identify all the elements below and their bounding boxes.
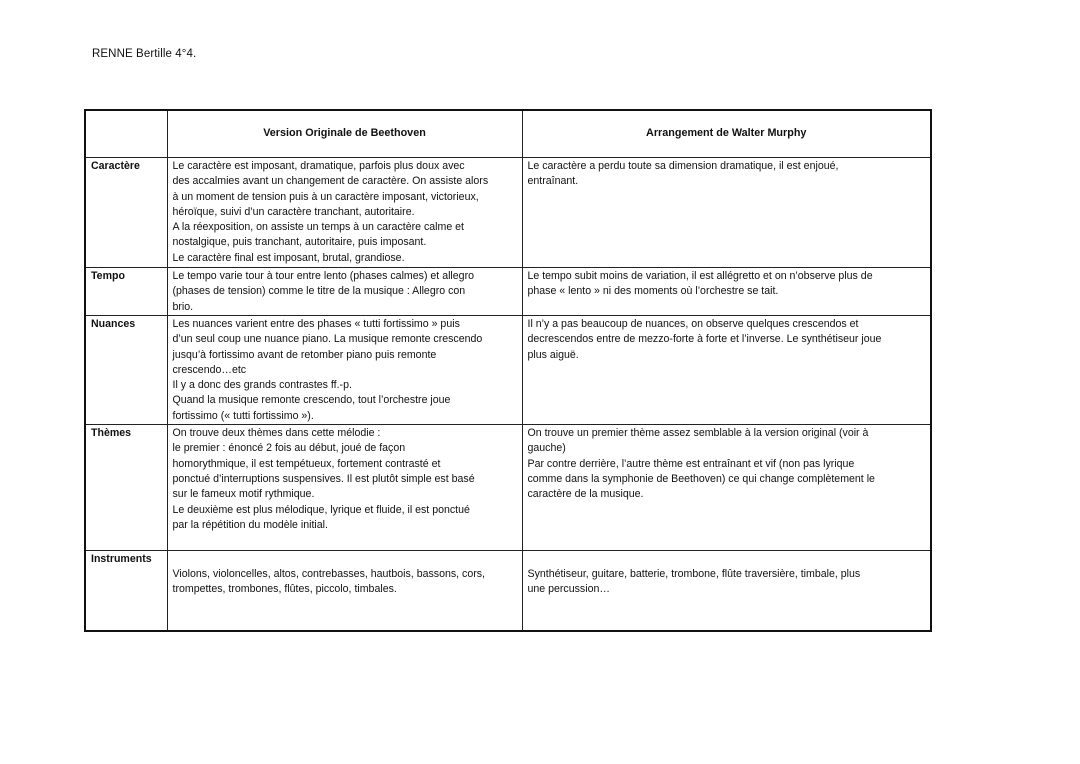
- text-line: Violons, violoncelles, altos, contrebasses, hautbois, bassons, cors,: [172, 568, 485, 581]
- text-line: brio.: [172, 300, 194, 313]
- text-line: ponctué d’interruptions suspensives. Il est plutôt simple est basé: [172, 472, 475, 485]
- header-murphy: Arrangement de Walter Murphy: [522, 110, 931, 158]
- text-line: comme dans la symphonie de Beethoven) ce qui change complètement le: [527, 472, 875, 485]
- text-line: le premier : énoncé 2 fois au début, joué de façon: [172, 442, 406, 455]
- cell-murphy-tempo: [522, 268, 931, 316]
- text-line: On trouve deux thèmes dans cette mélodie :: [172, 427, 381, 440]
- header-empty-cell: [85, 110, 167, 158]
- table-row: [85, 551, 931, 632]
- cell-beethoven-tempo: [167, 268, 522, 316]
- row-label-caractere: Caractère: [85, 158, 167, 268]
- text-line: par la répétition du modèle initial.: [172, 518, 328, 531]
- text-line: une percussion…: [527, 583, 610, 596]
- text-line: plus aiguë.: [527, 348, 579, 361]
- text-line: Le tempo subit moins de variation, il est allégretto et on n’observe plus de: [527, 270, 873, 282]
- text-line: decrescendos entre de mezzo-forte à forte et l’inverse. Le synthétiseur joue: [527, 333, 882, 346]
- text-line: Le caractère est imposant, dramatique, parfois plus doux avec: [172, 160, 465, 172]
- text-line: sur le fameux motif rythmique.: [172, 488, 315, 501]
- table-header-row: [85, 110, 931, 158]
- author-line: RENNE Bertille 4°4.: [92, 48, 197, 60]
- text-line: Il y a donc des grands contrastes ff.-p.: [172, 379, 352, 392]
- text-line: (phases de tension) comme le titre de la musique : Allegro con: [172, 285, 466, 298]
- text-line: héroïque, suivi d’un caractère tranchant, autoritaire.: [172, 205, 415, 218]
- text-line: Le tempo varie tour à tour entre lento (phases calmes) et allegro: [172, 270, 474, 282]
- cell-beethoven-themes: [167, 425, 522, 551]
- text-line: phase « lento » ni des moments où l’orchestre se tait.: [527, 285, 779, 298]
- text-line: Quand la musique remonte crescendo, tout l’orchestre joue: [172, 394, 451, 407]
- row-label-tempo: Tempo: [85, 268, 167, 316]
- text-line: Par contre derrière, l’autre thème est entraînant et vif (non pas lyrique: [527, 457, 855, 470]
- table-row: [85, 316, 931, 425]
- text-line: crescendo…etc: [172, 363, 247, 376]
- text-line: A la réexposition, on assiste un temps à un caractère calme et: [172, 221, 464, 234]
- table-row: [85, 158, 931, 268]
- text-line: d’un seul coup une nuance piano. La musique remonte crescendo: [172, 333, 483, 346]
- text-line: nostalgique, puis tranchant, autoritaire, puis imposant.: [172, 236, 427, 249]
- text-line: trompettes, trombones, flûtes, piccolo, timbales.: [172, 583, 397, 596]
- cell-murphy-nuances: [522, 316, 931, 425]
- cell-beethoven-nuances: [167, 316, 522, 425]
- row-label-instruments: Instruments: [85, 551, 167, 632]
- text-line: à un moment de tension puis à un caractère imposant, victorieux,: [172, 190, 479, 203]
- cell-beethoven-caractere: [167, 158, 522, 268]
- text-line: Synthétiseur, guitare, batterie, trombone, flûte traversière, timbale, plus: [527, 568, 861, 581]
- text-line: fortissimo (« tutti fortissimo »).: [172, 409, 314, 422]
- cell-murphy-themes: [522, 425, 931, 551]
- text-line: gauche): [527, 442, 566, 455]
- text-line: Le caractère a perdu toute sa dimension dramatique, il est enjoué,: [527, 160, 839, 172]
- row-label-nuances: Nuances: [85, 316, 167, 425]
- text-line: Il n’y a pas beaucoup de nuances, on observe quelques crescendos et: [527, 318, 859, 330]
- text-line: caractère de la musique.: [527, 488, 644, 501]
- row-label-themes: Thèmes: [85, 425, 167, 551]
- table-row: [85, 425, 931, 551]
- cell-beethoven-instruments: [167, 551, 522, 632]
- text-line: jusqu’à fortissimo avant de retomber piano puis remonte: [172, 348, 437, 361]
- comparison-table: [84, 109, 932, 632]
- table-row: [85, 268, 931, 316]
- text-line: Le deuxième est plus mélodique, lyrique et fluide, il est ponctué: [172, 503, 470, 516]
- text-line: Le caractère final est imposant, brutal, grandiose.: [172, 251, 405, 264]
- text-line: homorythmique, il est tempétueux, fortement contrasté et: [172, 457, 441, 470]
- text-line: On trouve un premier thème assez semblable à la version original (voir à: [527, 427, 869, 440]
- cell-murphy-instruments: [522, 551, 931, 632]
- text-line: Les nuances varient entre des phases « tutti fortissimo » puis: [172, 318, 460, 330]
- text-line: entraînant.: [527, 175, 579, 188]
- header-beethoven: Version Originale de Beethoven: [167, 110, 522, 158]
- cell-murphy-caractere: [522, 158, 931, 268]
- text-line: des accalmies avant un changement de caractère. On assiste alors: [172, 175, 489, 188]
